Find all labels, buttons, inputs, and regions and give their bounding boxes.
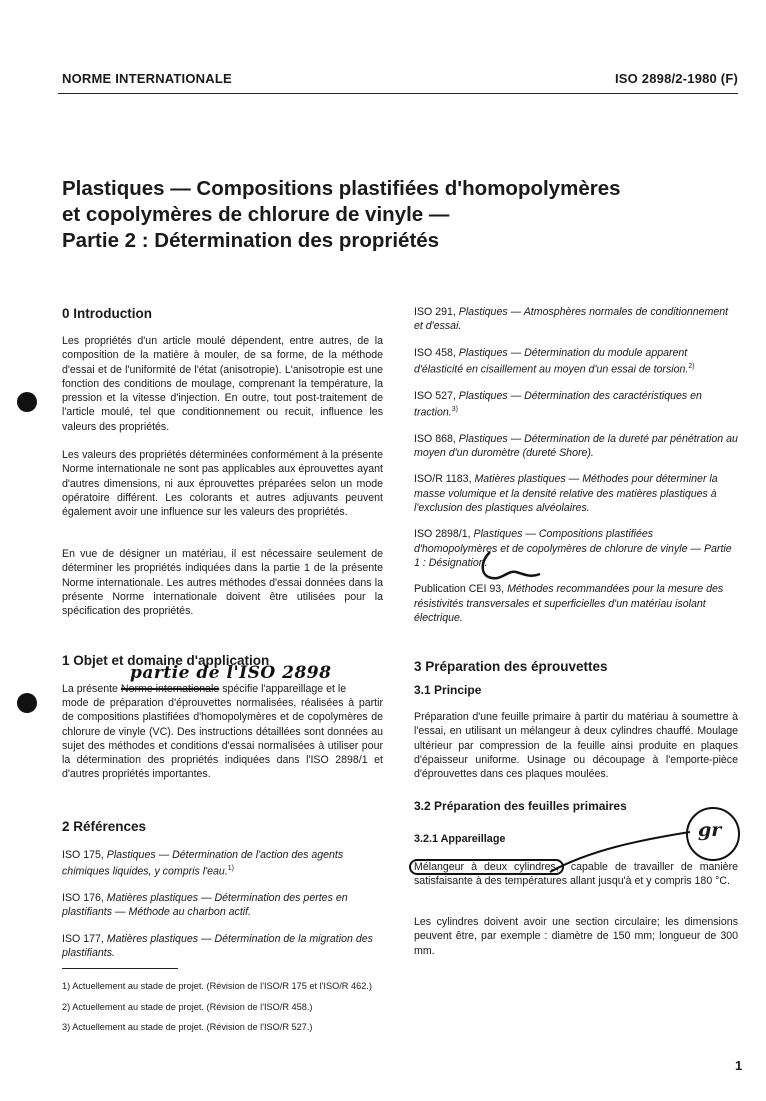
intro-paragraph-2: Les valeurs des propriétés déterminées conformément à la présente Norme internationale ne sont pas applicables aux éprouvettes ayant d'autres dimensions, ni aux éprouvettes préparées selon un mode opératoire différent. Les colorants et autres adjuvants peuvent également avoir une influence sur les valeurs des propriétés.: [62, 449, 383, 519]
footnote-2: 2) Actuellement au stade de projet. (Révision de l'ISO/R 458.): [62, 1002, 313, 1012]
reference-title: Méthodes recommandées pour la mesure des résistivités transversales et superficielles d'un matériau isolant électrique.: [414, 583, 724, 624]
section-3-1-heading: 3.1 Principe: [414, 683, 482, 697]
handwritten-correction: partie de l'ISO 2898: [130, 663, 332, 683]
handwritten-initials: gr: [698, 819, 722, 841]
header-right: ISO 2898/2-1980 (F): [614, 71, 738, 86]
scope-first-line: [62, 682, 383, 696]
reference-code: ISO 175,: [62, 849, 104, 861]
header-rule: [58, 93, 738, 94]
reference-title: Matières plastiques — Détermination des pertes en plastifiants — Méthode au charbon actif.: [62, 892, 348, 919]
reference-title: Plastiques — Atmosphères normales de conditionnement et d'essai.: [414, 306, 729, 333]
reference-code: ISO 291,: [414, 306, 456, 318]
title-line-2: et copolymères de chlorure de vinyle —: [62, 203, 450, 226]
title-line-1: Plastiques — Compositions plastifiées d'homopolymères: [62, 177, 621, 200]
intro-paragraph-1: Les propriétés d'un article moulé dépendent, entre autres, de la composition de la matière à mouler, de sa forme, de la méthode d'essai et de l'uniformité de l'état (anisotropie). L'anisotropie est une fonction des conditions de moulage, comprenant la température, la pression et la vitesse d'injection. En outre, tout post-traitement de l'article moulé, tel que conditionnement ou recuit, influence les valeurs des propriétés.: [62, 335, 383, 433]
reference-title: Matières plastiques — Méthodes pour déterminer la masse volumique et la densité relative des matières plastiques à l'exclusion des plastiques alvéolaires.: [414, 473, 718, 515]
references-heading: 2 Références: [62, 819, 147, 834]
reference-code: ISO 458,: [414, 346, 456, 359]
reference-item: [414, 389, 738, 420]
reference-item: [414, 432, 738, 461]
reference-code: ISO/R 1183,: [414, 473, 472, 486]
scope-lead: La présente: [62, 683, 118, 695]
reference-item: [62, 848, 383, 879]
reference-code: Publication CEI 93,: [414, 583, 505, 596]
section-3-2-1-heading: 3.2.1 Appareillage: [414, 833, 506, 845]
apparatus-text: capable de travailler de manière satisfaisante à des températures allant jusqu'à et y compris 180 °C.: [414, 861, 738, 888]
reference-footnote-mark: 2): [688, 362, 695, 370]
reference-code: ISO 527,: [414, 389, 456, 402]
reference-item: [414, 472, 738, 515]
section-3-2-heading: 3.2 Préparation des feuilles primaires: [414, 799, 627, 813]
principle-paragraph: Préparation d'une feuille primaire à partir du matériau à soumettre à l'essai, en utilisant un mélangeur à deux cylindres chauffé. Moulage ultérieur par compression de la feuille ainsi produite en plaques d'épaisseur uniforme. Usinage ou découpage à l'emporte-pièce d'éprouvettes dans ces plaques moulées.: [414, 711, 738, 781]
reference-code: ISO 176,: [62, 892, 104, 905]
scope-rest: spécifie l'appareillage et le: [222, 683, 347, 695]
reference-code: ISO 868,: [414, 432, 456, 445]
preparation-heading: 3 Préparation des éprouvettes: [414, 659, 608, 674]
page-title: [62, 176, 621, 254]
cylinder-paragraph: Les cylindres doivent avoir une section circulaire; les dimensions peuvent être, par exemple : diamètre de 150 mm; longueur de 300 mm.: [414, 916, 738, 957]
scope-body: mode de préparation d'éprouvettes normalisées, réalisées à partir de compositions plastifiées d'homopolymères et de copolymères de chlorure de vinyle (VC). Des instructions détaillées sont données au sujet des méthodes et conditions d'essai normalisées à utiliser pour la détermination des propriétés indiquées dans l'ISO 2898/1 et d'autres propriétés importantes.: [62, 697, 383, 781]
circled-term: Mélangeur à deux cylindres,: [409, 859, 564, 875]
handwritten-scribble: [478, 548, 550, 588]
reference-item: [62, 932, 383, 961]
reference-item: [414, 582, 738, 625]
intro-paragraph-3: En vue de désigner un matériau, il est nécessaire seulement de déterminer les propriétés indiquées dans la partie 1 de la présente Norme internationale. Les autres méthodes d'essai données dans la présente Norme internationale doivent être utilisées pour la spécification des propriétés.: [62, 548, 383, 618]
handwritten-stroke: [540, 820, 700, 880]
reference-code: ISO 177,: [62, 932, 104, 945]
reference-footnote-mark: 3): [451, 406, 458, 414]
scope-heading: 1 Objet et domaine d'application: [62, 653, 270, 668]
reference-title: Plastiques — Détermination de l'action des agents chimiques liquides, y compris l'eau.: [62, 849, 344, 878]
reference-footnote-mark: 1): [227, 865, 234, 873]
reference-item: [414, 527, 738, 570]
punch-hole-top: [17, 392, 37, 412]
reference-title: Plastiques — Détermination du module apparent d'élasticité en cisaillement au moyen d'un essai de torsion.: [414, 346, 689, 376]
title-line-3: Partie 2 : Détermination des propriétés: [62, 229, 440, 252]
references-left-list: [62, 848, 383, 972]
punch-hole-bottom: [17, 693, 37, 713]
reference-title: Plastiques — Détermination des caractéristiques en traction.: [414, 389, 702, 419]
reference-item: [414, 305, 738, 334]
struck-text: Norme internationale: [120, 683, 220, 695]
references-right-list: [414, 305, 738, 637]
footnote-1: 1) Actuellement au stade de projet. (Révision de l'ISO/R 175 et l'ISO/R 462.): [62, 981, 372, 991]
reference-code: ISO 2898/1,: [414, 528, 471, 541]
header-left: NORME INTERNATIONALE: [62, 71, 232, 86]
reference-item: [414, 346, 738, 377]
reference-title: Plastiques — Compositions plastifiées d'homopolymères et de copolymères de chlorure de vinyle — Partie 1 : Désignation.: [414, 528, 732, 569]
footnote-rule: [62, 968, 178, 969]
footnote-3: 3) Actuellement au stade de projet. (Révision de l'ISO/R 527.): [62, 1022, 313, 1032]
reference-title: Plastiques — Détermination de la dureté par pénétration au moyen d'un duromètre (dureté Shore).: [414, 432, 738, 460]
page-number: 1: [735, 1058, 743, 1073]
intro-heading: 0 Introduction: [62, 306, 152, 321]
reference-title: Matières plastiques — Détermination de la migration des plastifiants.: [62, 932, 373, 960]
reference-item: [62, 891, 383, 920]
